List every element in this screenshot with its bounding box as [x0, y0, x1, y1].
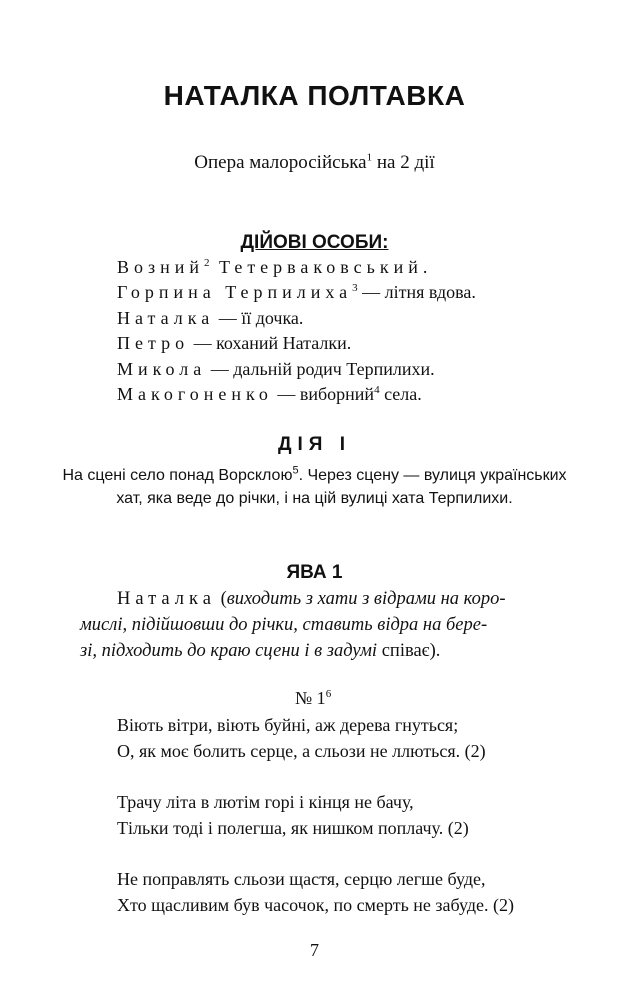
cast-desc: Тетерваковський. [209, 257, 433, 277]
song-stanza [117, 789, 587, 841]
song-line: Трачу літа в лютім горі і кінця не бачу, [117, 792, 414, 812]
speaker-name: Наталка [117, 589, 216, 609]
song-line: Віють вітри, віють буйні, аж дерева гнуться; [117, 715, 459, 735]
scene-direction [80, 586, 569, 664]
direction-line [80, 612, 569, 638]
subtitle-text: Опера малоросійська [194, 152, 367, 173]
cast-name: Петро [117, 333, 190, 354]
direction-line [80, 638, 569, 664]
page-title: НАТАЛКА ПОЛТАВКА [163, 80, 466, 111]
page-number: 7 [310, 940, 319, 960]
cast-item [117, 255, 587, 280]
direction-italic: виходить з хати з відрами на коро- [226, 589, 506, 609]
direction-line: Наталка (виходить з хати з відрами на коро- [117, 589, 506, 609]
song-stanza [117, 866, 587, 918]
footnote-marker: 2 [204, 257, 210, 269]
song-line: Не поправлять сльози щастя, серцю легше буде, [117, 869, 486, 889]
cast-name: Макогоненко [117, 384, 273, 405]
song-number [295, 688, 331, 709]
direction-upright: співає [381, 641, 430, 661]
footnote-marker: 6 [325, 688, 332, 700]
direction-end: ). [429, 641, 441, 661]
stage-text: На сцені село понад Ворсклою [62, 467, 293, 484]
cast-name: Микола [117, 358, 207, 379]
cast-item [117, 306, 587, 331]
footnote-marker: 1 [366, 151, 373, 164]
cast-name: Горпина Терпилиха [117, 282, 353, 303]
cast-list [117, 255, 587, 407]
cast-item [117, 280, 587, 305]
footnote-marker: 4 [374, 384, 380, 397]
song-line: Тільки тоді і полегша, як нишком поплачу. (2) [117, 818, 469, 838]
song-line: О, як моє болить серце, а сльози не ллються. (2) [117, 741, 486, 761]
footnote-marker: 3 [352, 282, 358, 295]
stage-text-rest: . Через сцену — вулиця українських хат, яка веде до річки, і на цій вулиці хата Терпилихи. [116, 467, 567, 507]
cast-desc: — коханий Наталки. [189, 333, 352, 354]
cast-name: Возний [117, 257, 205, 277]
cast-item [117, 357, 587, 382]
cast-desc: — її дочка. [214, 307, 304, 328]
cast-item [117, 331, 587, 356]
act-heading: ДІЯ І [277, 434, 352, 455]
direction-italic: зі, підходить до краю сцени і в задумі [80, 641, 378, 661]
direction-italic: мислі, підійшовши до річки, ставить відра на бере- [80, 615, 488, 635]
cast-item [117, 382, 587, 407]
cast-desc: — виборний [272, 384, 375, 405]
subtitle [0, 152, 629, 174]
song-number-text: № 1 [295, 688, 326, 708]
song-line: Хто щасливим був часочок, по смерть не забуде. (2) [117, 895, 514, 915]
subtitle-rest: на 2 дії [372, 152, 435, 173]
cast-heading: ДІЙОВІ ОСОБИ: [240, 232, 389, 253]
cast-name: Наталка [117, 307, 215, 328]
cast-desc-end: села. [379, 384, 422, 405]
stage-direction [60, 464, 569, 510]
scene-heading: ЯВА 1 [286, 562, 343, 583]
cast-desc: — літня вдова. [357, 282, 476, 303]
cast-desc: — дальній родич Терпилихи. [206, 358, 435, 379]
song-stanza [117, 712, 587, 764]
footnote-marker: 5 [292, 464, 299, 477]
